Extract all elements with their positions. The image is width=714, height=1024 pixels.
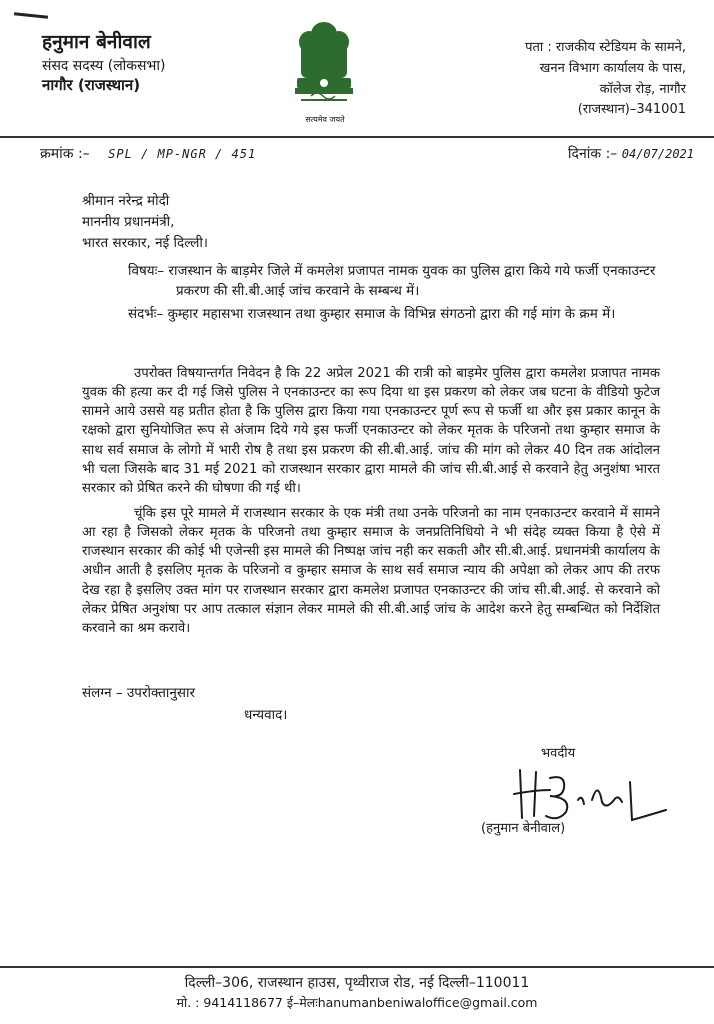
- subject-block: [128, 262, 678, 329]
- reference-value: SPL / MP-NGR / 451: [108, 147, 257, 161]
- letter-date: [568, 144, 694, 163]
- address-line: पता : राजकीय स्टेडियम के सामने,: [525, 40, 686, 55]
- sender-place: नागौर (राजस्थान): [42, 75, 141, 94]
- sender-name: हनुमान बेनीवाल: [42, 31, 151, 53]
- letterhead-address: [525, 38, 686, 121]
- reference-label: क्रमांक :–: [40, 146, 90, 162]
- signer-name: (हनुमान बेनीवाल): [481, 821, 566, 836]
- corner-pen-mark: [14, 12, 48, 19]
- footer-divider: [0, 966, 714, 968]
- addressee-block: [82, 191, 208, 254]
- date-label: दिनांक :–: [567, 146, 618, 162]
- reference-context-label: संदर्भः–: [128, 306, 164, 323]
- reference-number: [40, 144, 256, 163]
- body-paragraph: चूंकि इस पूरे मामले में राजस्थान सरकार के एक मंत्री तथा उनके परिजनो का नाम एनकाउन्टर करवाने में सामने आ रहा है जिसको लेकर मृतक के परिजनो तथा कुम्हार समाज के जनप्रतिनिधियो ने भी संदेह व्यक्त किया है ऐसे में राजस्थान सरकार की कोई भी एजेन्सी इस मामले की निष्पक्ष जांच नही कर सकती और सी.बी.आई. प्रधानमंत्री कार्यालय के अधीन आती है इसलिए मृतक के परिजनो व कुम्हार समाज के साथ सर्व समाज न्याय की अपेक्षा को लेकर आप की तरफ देख रहा है इसलिए उक्त मांग पर राजस्थान सरकार द्वारा कमलेश प्रजापत एनकाउन्टर की जांच सी.बी.आई. से करवाने को लेकर प्रेषित अनुशंषा पर आप तत्काल संज्ञान लेकर मामले की सी.बी.आई जांच के आदेश करने हेतु सम्बन्धित को निर्देशित करवाने का श्रम करावे।: [82, 505, 660, 636]
- subject-line: [128, 262, 678, 301]
- addressee-line: भारत सरकार, नई दिल्ली।: [82, 234, 209, 251]
- addressee-line: माननीय प्रधानमंत्री,: [82, 213, 175, 230]
- closing-salutation: भवदीय: [541, 746, 576, 761]
- addressee-line: श्रीमान नरेन्द्र मोदी: [82, 193, 170, 209]
- letterhead-sender: [42, 30, 165, 95]
- body-paragraph: उपरोक्त विषयान्तर्गत निवेदन है कि 22 अप्रेल 2021 की रात्री को बाड़मेर पुलिस द्वारा कमलेश प्रजापत नामक युवक की हत्या कर दी गई जिसे पुलिस ने एनकाउन्टर का रूप दिया था इस प्रकरण को लेकर जब घटना के वीडियो फुटेज सामने आये उससे यह प्रतीत होता है कि पुलिस द्वारा किया गया एनकाउन्टर पूर्ण रूप से फर्जी था और इस प्रकार कानून के रक्षको द्वारा सुनियोजित रूप से अंजाम दिये गये इस फर्जी एनकाउन्टर को लेकर मृतक के परिजनो तथा कुम्हार समाज के साथ सर्व समाज के लोगो में भारी रोष है तथा इस प्रकरण की सी.बी.आई. जांच की मांग को लेकर 40 दिन तक आंदोलन भी चला जिसके बाद 31 मई 2021 को राजस्थान सरकार द्वारा मामले की जांच सी.बी.आई से करवाने हेतु अनुशंषा भारत सरकार को प्रेषित करने की घोषणा की गई थी।: [82, 366, 660, 496]
- subject-text: राजस्थान के बाड़मेर जिले में कमलेश प्रजापत नामक युवक का पुलिस द्वारा किये गये फर्जी एनकाउन्टर प्रकरण की सी.बी.आई जांच करवाने के सम्बन्ध में।: [168, 263, 656, 299]
- sender-role: संसद सदस्य (लोकसभा): [42, 57, 166, 74]
- subject-label: विषयः–: [128, 263, 165, 279]
- letter-body: [82, 364, 660, 644]
- reference-context-line: [128, 305, 678, 325]
- enclosure-note: संलग्न – उपरोक्तानुसार: [82, 685, 196, 701]
- emblem-motto: सत्यमेव जयते: [305, 115, 345, 124]
- reference-context-text: कुम्हार महासभा राजस्थान तथा कुम्हार समाज के विभिन्न संगठनो द्वारा की गई मांग के क्रम में।: [167, 306, 616, 323]
- footer-contact: मो. : 9414118677 ई–मेलःhanumanbeniwaloffice@gmail.com: [176, 995, 538, 1010]
- national-emblem-icon: [287, 14, 361, 120]
- address-line: खनन विभाग कार्यालय के पास,: [539, 60, 686, 76]
- thanks-note: धन्यवाद।: [244, 707, 288, 723]
- header-divider: [0, 136, 714, 138]
- footer-address: दिल्ली–306, राजस्थान हाउस, पृथ्वीराज रोड, नई दिल्ली–110011: [184, 975, 530, 991]
- address-line: (राजस्थान)–341001: [577, 102, 686, 118]
- date-value: 04/07/2021: [621, 147, 694, 161]
- address-line: कॉलेज रोड़, नागौर: [599, 81, 686, 97]
